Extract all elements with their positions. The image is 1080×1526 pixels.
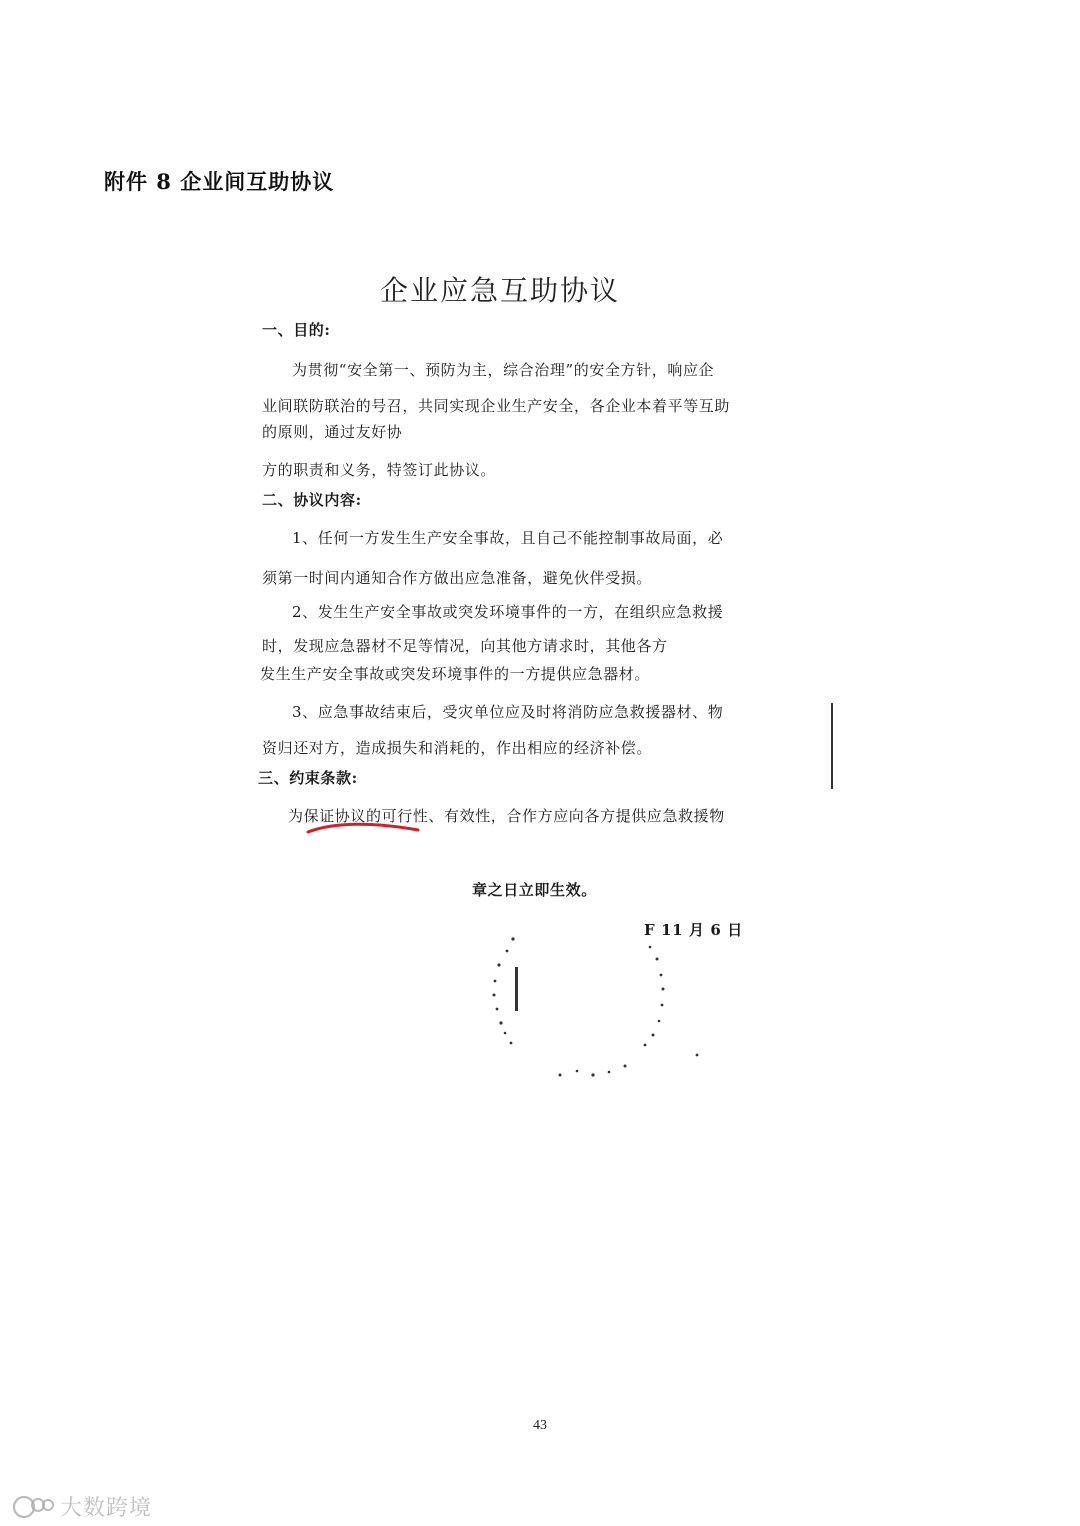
signing-date: F 11 月 6 日 [644, 921, 743, 939]
watermark-logo-icon [12, 1494, 54, 1520]
agreement-title: 企业应急互助协议 [380, 274, 621, 307]
scan-edge-mark [831, 703, 833, 789]
section2-line: 须第一时间内通知合作方做出应急准备，避免伙伴受损。 [262, 569, 653, 587]
handwritten-underline [304, 820, 422, 836]
section1-line: 方的职责和义务，特签订此协议。 [262, 461, 497, 479]
section1-line: 业间联防联治的号召，共同实现企业生产安全，各企业本着平等互助 [262, 397, 731, 415]
section1-line: 的原则，通过友好协 [262, 423, 403, 441]
page-number: 43 [533, 1418, 547, 1433]
watermark [12, 1491, 152, 1522]
section2-line: 2、发生生产安全事故或突发环境事件的一方，在组织应急救援 [292, 603, 724, 621]
section3-line: 为保证协议的可行性、有效性，合作方应向各方提供应急救援物 [288, 807, 725, 825]
section3-heading: 三、约束条款: [258, 769, 358, 787]
watermark-text: 大数跨境 [60, 1496, 153, 1521]
faded-seal [485, 925, 715, 1085]
section2-line: 时，发现应急器材不足等情况，向其他方请求时，其他各方 [262, 637, 668, 655]
effective-text: 章之日立即生效。 [472, 881, 597, 899]
section2-line: 1、任何一方发生生产安全事故，且自己不能控制事故局面，必 [292, 529, 724, 547]
section1-line: 为贯彻“安全第一、预防为主，综合治理”的安全方针，响应企 [292, 361, 715, 379]
section2-heading: 二、协议内容: [262, 491, 362, 509]
section2-line: 3、应急事故结束后，受灾单位应及时将消防应急救援器材、物 [292, 703, 724, 721]
section1-heading: 一、目的: [262, 321, 331, 339]
section2-line: 资归还对方，造成损失和消耗的，作出相应的经济补偿。 [262, 739, 653, 757]
section2-line: 发生生产安全事故或突发环境事件的一方提供应急器材。 [260, 665, 651, 683]
attachment-title: 附件 8 企业间互助协议 [104, 169, 335, 194]
